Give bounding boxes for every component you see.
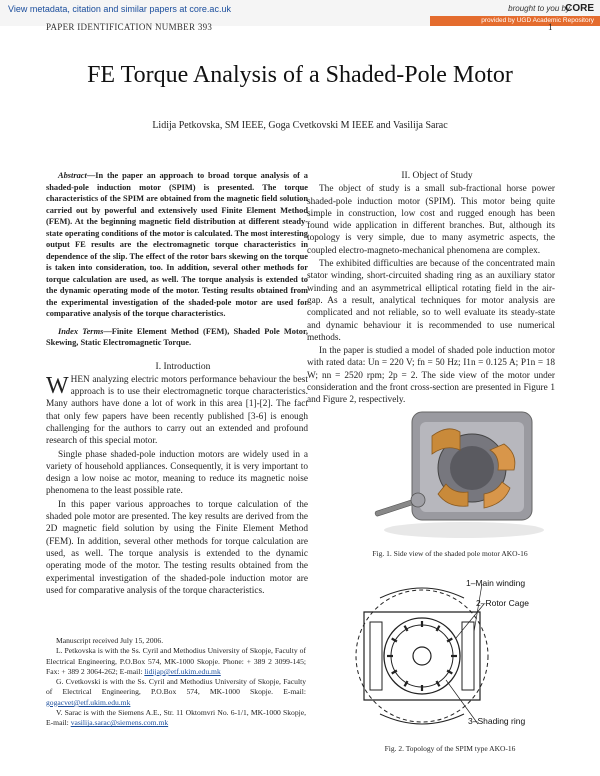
- provider-banner[interactable]: [430, 16, 600, 26]
- footnote-author-1: L. Petkovska is with the Ss. Cyril and Methodius University of Skopje, Faculty of Electrical Engineering, P.O.Box 574, MK-1000 Skopje. Phone: + 389 2 3099-145; Fax: + 389 2 3064-262; E-mail: lidijap@etf.ukim.edu.mk: [46, 646, 306, 676]
- index-terms-text: —Finite Element Method (FEM), Shaded Pole Motor, Skewing, Static Electromagnetic Torque.: [46, 326, 309, 347]
- motor-photo: [354, 392, 554, 542]
- metadata-link[interactable]: View metadata, citation and similar papers at core.ac.uk: [8, 4, 231, 14]
- email-link-2[interactable]: gogacvet@etf.ukim.edu.mk: [46, 697, 131, 707]
- page-number: 1: [548, 22, 553, 32]
- figure-1-caption: Fig. 1. Side view of the shaded pole motor AKO-16: [372, 549, 528, 558]
- object-paragraph-1: The object of study is a small sub-fractional horse power shaded-pole induction motor (SPIM). This motor being quite simple in construction, low cost and rugged enough has been found wide application in different branches. But, although its topology is very simple, due to many asymetric aspects, the coupled electro-magneto-mechanical phenomena are complex.: [307, 184, 555, 256]
- object-heading: II. Object of Study: [401, 171, 473, 181]
- index-terms-lead: Index Terms: [58, 326, 104, 336]
- intro-paragraph-3: In this paper various approaches to torque calculation of the shaded pole motor are presented. The key results are derived from the 2D magnetic field solution by using the Finite Element Method (FEM). In addition, several other methods for torque calculation are used, as well. The torque analysis is extended to the dynamic operating mode of the motor. The testing results obtained from the experimental investigation of the shaded-pole induction motor are used for comparative analysis of the torque characteristics.: [46, 499, 308, 596]
- email-link-1[interactable]: lidijap@etf.ukim.edu.mk: [144, 666, 221, 676]
- footnote-received: Manuscript received July 15, 2006.: [56, 636, 164, 645]
- index-terms: [46, 326, 308, 349]
- object-paragraph-3: In the paper is studied a model of shaded pole induction motor with rated data: Un = 220 V; fn = 50 Hz; I1n = 0.125 A; P1n = 18 W; nn = 2520 rpm; 2p = 2. The side view of the motor under consideration and the front cross-section are presented in Figure 1 and Figure 2, respectively.: [307, 346, 555, 406]
- right-column: [307, 170, 555, 408]
- paper-title: FE Torque Analysis of a Shaded-Pole Motor: [87, 62, 513, 88]
- intro-paragraph-2: Single phase shaded-pole induction motors are widely used in a variety of household appliances. Consequently, it is very important to design a low noise ac motor, meaning to reduce its magnetic noise phenomena to the least possible rate.: [46, 449, 308, 497]
- paper-id-header: PAPER IDENTIFICATION NUMBER 393: [46, 22, 213, 30]
- footnotes: [46, 636, 306, 729]
- abstract: [46, 170, 308, 320]
- provider-text: provided by UGD Academic Repository: [481, 17, 594, 24]
- intro-heading: I. Introduction: [155, 361, 211, 372]
- brought-by-text: brought to you by: [508, 4, 570, 13]
- core-logo[interactable]: CORE: [565, 3, 594, 14]
- label-rotor-cage: 2–Rotor Cage: [476, 598, 529, 608]
- abstract-lead: Abstract: [58, 171, 87, 180]
- abstract-text: —In the paper an approach to broad torque analysis of a shaded-pole induction motor (SPIM) is presented. The torque characteristics of the SPIM are obtained from the magnetic field solution carried out by powerful and extensively used Finite Element Method (FEM). At the beginning magnetic field distribution at different steady-state operating conditions of the motor is calculated. The most interesting output FE results are the electromagnetic torque characteristics in dependence of the slip. The effect of the rotor bars skewing on the torque is taken into consideration, too. In addition, several other methods for torque calculation are used, as well. The torque analysis is extended to the dynamic operating mode of the motor. Testing results obtained from the experimental investigation of the shaded-pole motor are used for comparative analysis of the torque characteristics.: [46, 171, 308, 318]
- footnote-author-3: V. Sarac is with the Siemens A.E., Str. 11 Oktomvri No. 6-1/1, MK-1000 Skopje, E-mail: vasilija.sarac@siemens.com.mk: [46, 708, 306, 728]
- label-shading-ring: 3–Shading ring: [468, 716, 526, 726]
- email-link-3[interactable]: vasilija.sarac@siemens.com.mk: [70, 718, 169, 728]
- left-column: [46, 170, 308, 598]
- footnote-author-2: G. Cvetkovski is with the Ss. Cyril and Methodius University of Skopje, Faculty of Electrical Engineering, P.O.Box 574, MK-1000 Skopje. E-mail: gogacvet@etf.ukim.edu.mk: [46, 677, 306, 707]
- drop-cap: W: [46, 372, 69, 399]
- intro-paragraph-1: WHEN analyzing electric motors performance behaviour the best approach is to use their electromagnetic torque characteristics. Many authors have done a lot of work in this area [1]-[2]. The fact that only few papers have been recently published [3-6] is enough challenging for the authors to carry out an extended and profound research of this special motor.: [46, 372, 308, 447]
- author-list: Lidija Petkovska, SM IEEE, Goga Cvetkovski M IEEE and Vasilija Sarac: [152, 120, 448, 131]
- label-main-winding: 1–Main winding: [466, 578, 526, 588]
- object-paragraph-2: The exhibited difficulties are because of the concentrated main stator winding, short-circuited shading ring as an auxiliary stator winding and an asymmetrical elliptical rotating field in the air-gap. As a result, analytical techniques for motor analysis are complicated and not reliable, so to well evaluate its steady-state and dynamic behaviour it is recommended to use numerical methods.: [307, 259, 555, 343]
- figure-2-caption: Fig. 2. Topology of the SPIM type AKO-16: [384, 744, 516, 753]
